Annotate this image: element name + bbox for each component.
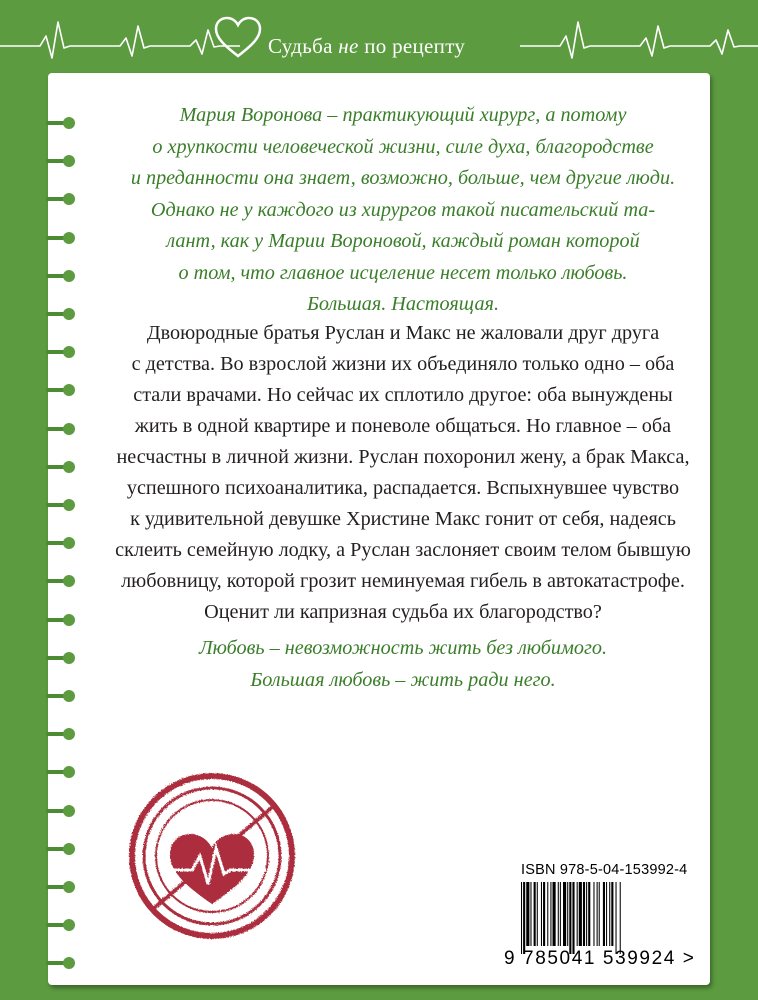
heart-outline-icon	[213, 16, 263, 60]
ring-hole	[63, 843, 75, 855]
ring-hole	[63, 270, 75, 282]
description-line: Двоюродные братья Руслан и Макс не жаловали друг друга	[146, 322, 660, 344]
spiral-binding	[0, 0, 60, 1000]
ring-hole	[63, 232, 75, 244]
ring-hole	[63, 308, 75, 320]
annotation-line: о хрупкости человеческой жизни, силе духа, благородстве	[152, 135, 654, 158]
ring-hole	[63, 461, 75, 473]
description-line: несчастны в личной жизни. Руслан похоронил жену, а брак Макса,	[116, 446, 690, 468]
ring-hole	[63, 117, 75, 129]
description-line: любовницу, которой грозит неминуемая гибель в автокатастрофе.	[121, 570, 685, 592]
description-line: склеить семейную лодку, а Руслан заслоняет своим телом бывшую	[115, 539, 691, 561]
ring-hole	[63, 499, 75, 511]
description-line: успешного психоаналитика, распадается. Вспыхнувшее чувство	[126, 477, 680, 499]
heart-stamp-icon	[126, 770, 298, 942]
book-description	[88, 318, 718, 628]
ring-hole	[63, 881, 75, 893]
description-line: к удивительной девушке Христине Макс гонит от себя, надеясь	[130, 508, 676, 530]
annotation-line: и преданности она знает, возможно, больше, чем другие люди.	[130, 167, 676, 189]
author-annotation	[88, 100, 718, 321]
annotation-line: Большая. Настоящая.	[307, 293, 499, 315]
isbn-label: ISBN 978-5-04-153992-4	[521, 862, 688, 878]
barcode-digits: 9 785041 539924 >	[504, 948, 696, 969]
annotation-line: лант, как у Марии Вороновой, каждый роман которой	[166, 230, 640, 252]
ring-hole	[63, 805, 75, 817]
description-line: Оценит ли капризная судьба их благородство?	[204, 601, 602, 623]
description-line: жить в одной квартире и поневоле общаться. Но главное – оба	[134, 415, 672, 437]
description-line: с детства. Во взрослой жизни их объединяло только одно – оба	[131, 353, 675, 375]
annotation-line: Однако не у каждого из хирургов такой писательский та-	[150, 198, 656, 221]
annotation-line: Мария Воронова – практикующий хирург, а потому	[179, 104, 627, 126]
description-line: стали врачами. Но сейчас их сплотило другое: оба вынуждены	[133, 384, 673, 406]
ring-hole	[63, 652, 75, 664]
quote-line: Большая любовь – жить ради него.	[250, 669, 556, 691]
ring-hole	[63, 690, 75, 702]
closing-quote	[88, 632, 718, 696]
ring-hole	[63, 423, 75, 435]
barcode-icon	[520, 882, 696, 954]
series-header	[0, 0, 758, 70]
series-title: Судьба не по рецепту	[262, 34, 471, 59]
annotation-line: о том, что главное исцеление несет только любовь.	[178, 261, 628, 284]
ring-hole	[63, 614, 75, 626]
quote-line: Любовь – невозможность жить без любимого.	[198, 637, 608, 659]
